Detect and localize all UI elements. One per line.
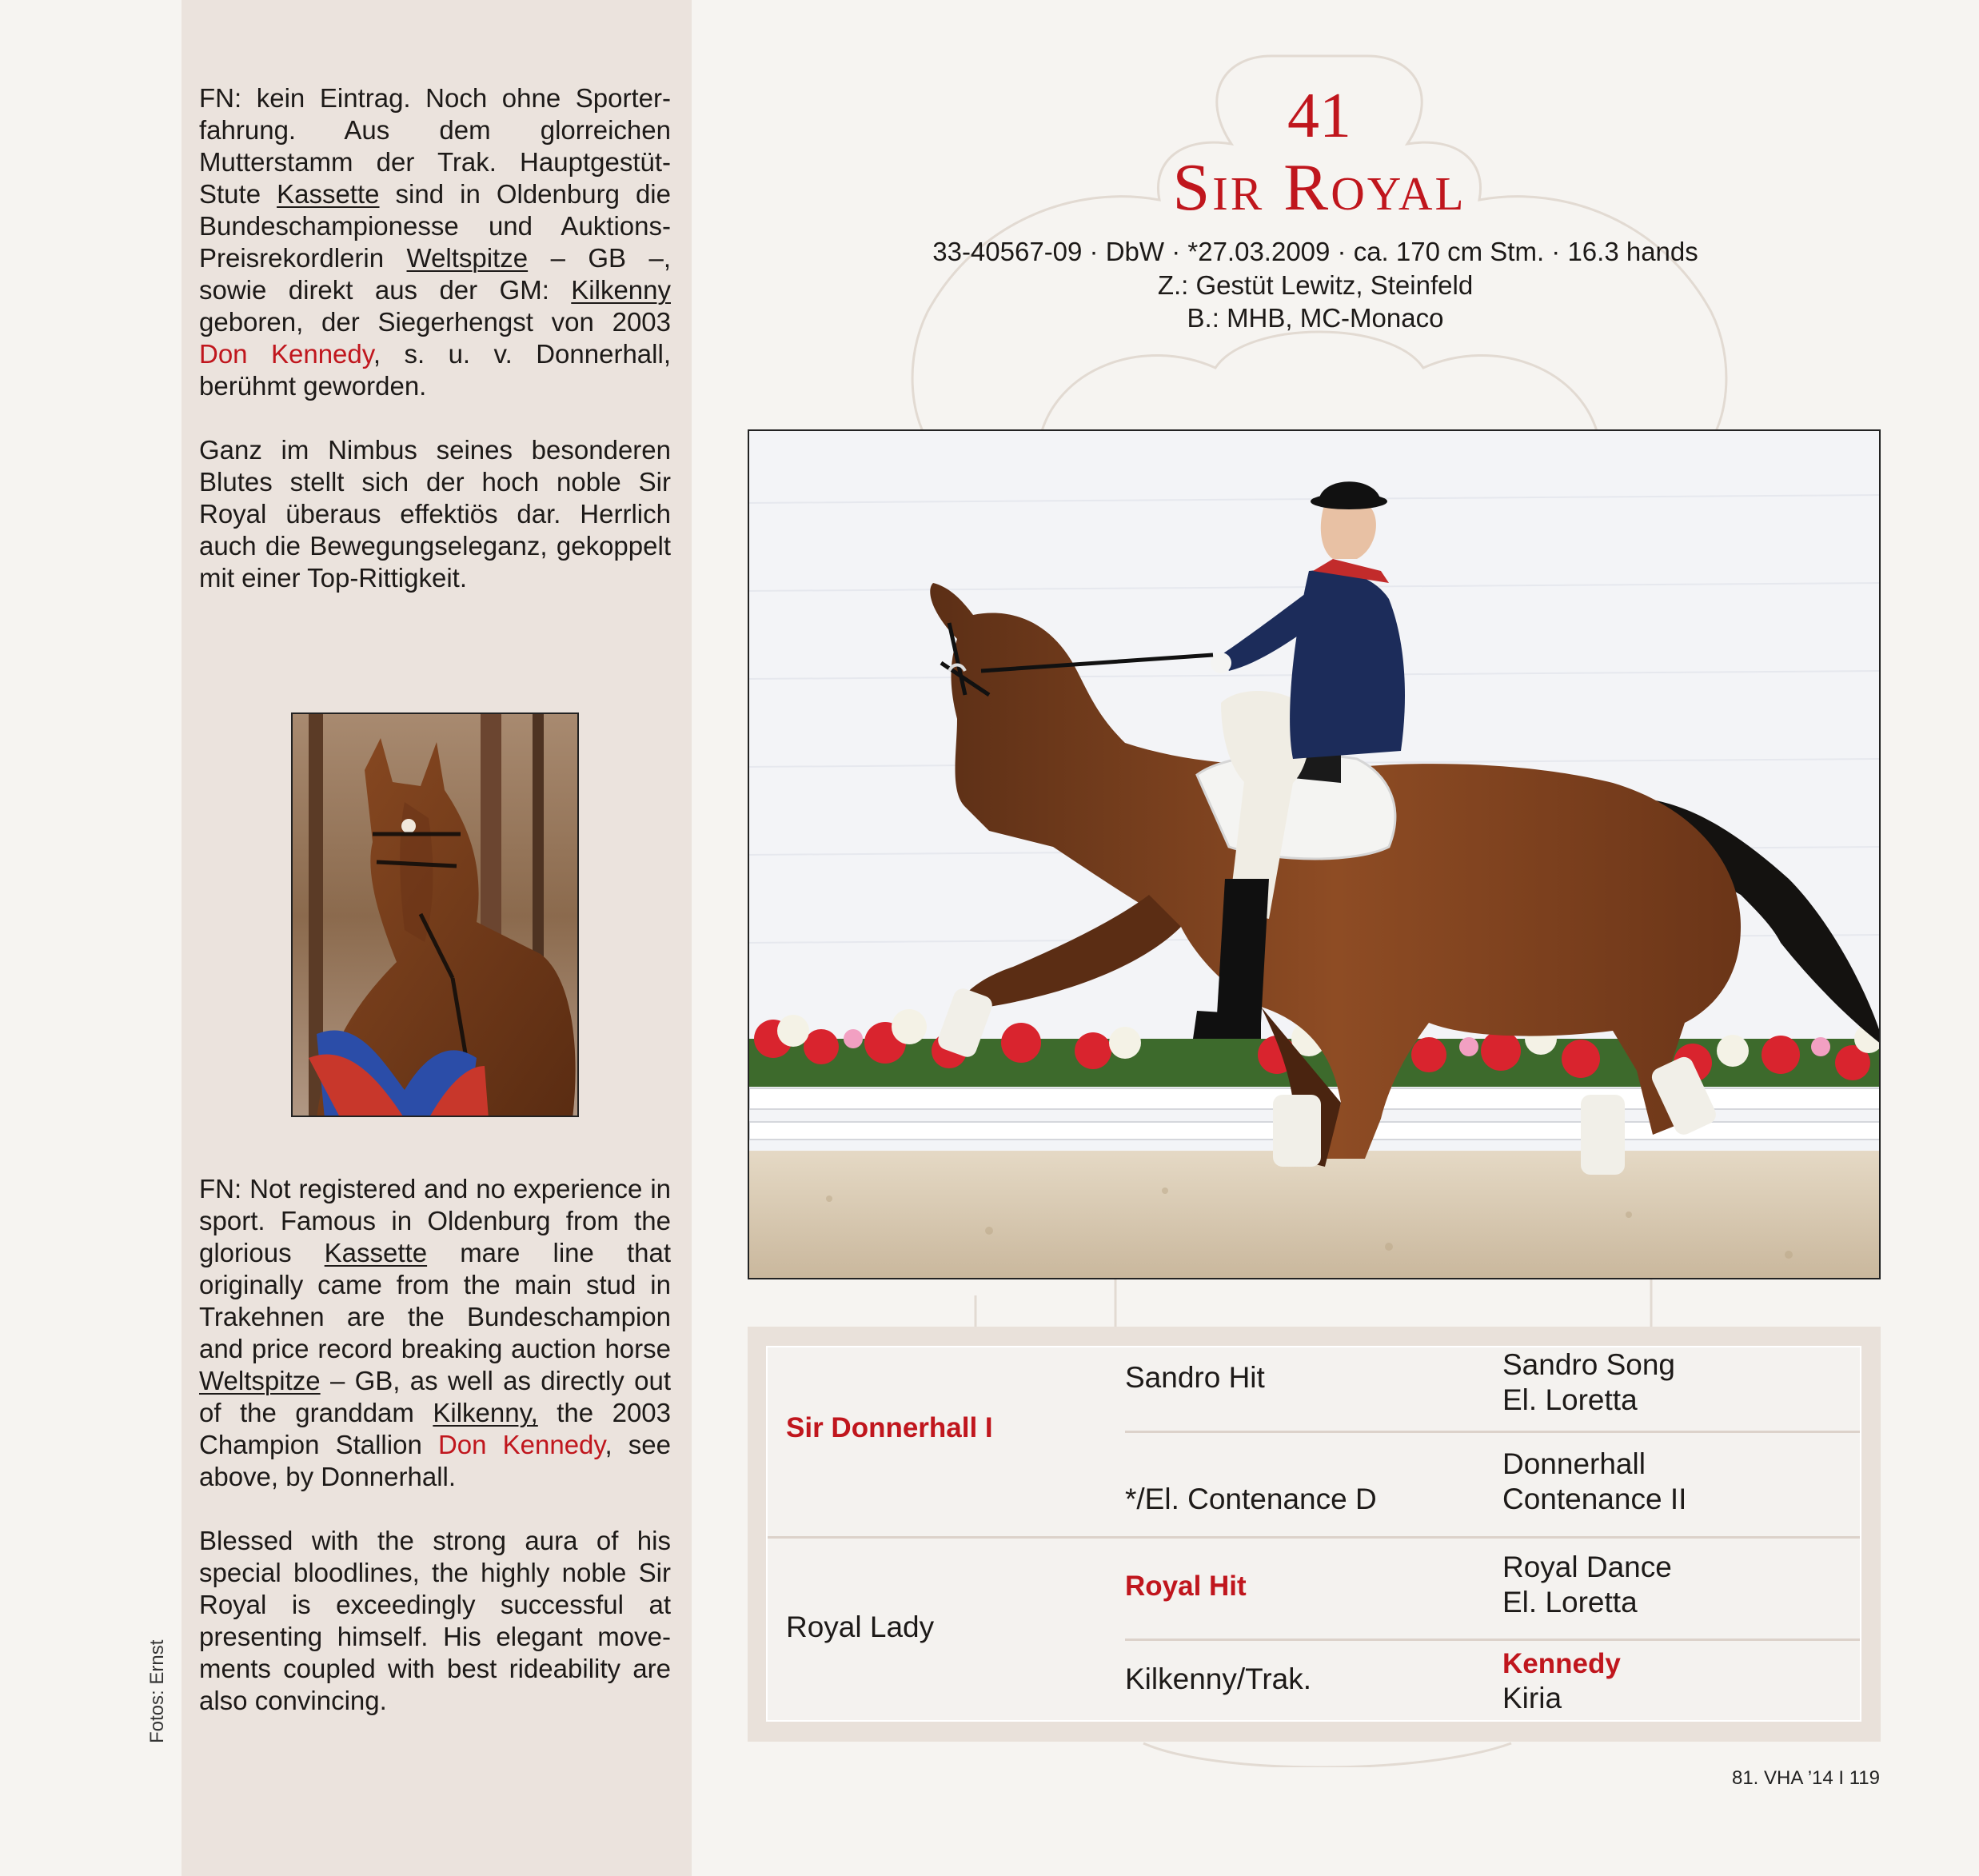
pedigree-table	[766, 1346, 1861, 1722]
link-kassette: Kassette	[277, 179, 380, 209]
pedigree-sire-dam: */El. Contenance D	[1125, 1483, 1377, 1515]
horse-portrait-illustration	[293, 714, 579, 1117]
text-run: , see above, by Donnerhall.	[199, 1430, 671, 1491]
pedigree-dam-sire: Royal Hit	[1125, 1571, 1247, 1602]
pedigree-sd-sire: Donnerhall	[1502, 1447, 1646, 1480]
german-paragraph-2: Ganz im Nimbus seines besonderen Blutes stellt sich der hoch noble Sir Royal überaus effektiös dar. Herrlich auch die Bewegungseleganz, gekoppelt mit einer Top-Rittigkeit.	[199, 435, 671, 593]
pedigree-ss-dam: El. Loretta	[1502, 1383, 1638, 1416]
pedigree-sire: Sir Donnerhall I	[786, 1412, 993, 1443]
link-kassette: Kassette	[324, 1238, 428, 1267]
text-run: – GB, as well as directly out of the granddam	[199, 1366, 671, 1427]
german-description	[199, 82, 671, 594]
owner-line: B.: MHB, MC-Monaco	[1187, 303, 1444, 333]
pedigree-ss-sire: Sandro Song	[1502, 1348, 1676, 1381]
pedigree-divider	[1125, 1639, 1860, 1641]
highlight-don-kennedy: Don Kennedy	[199, 339, 373, 369]
english-paragraph-1	[199, 1173, 671, 1493]
german-paragraph-1	[199, 82, 671, 402]
main-horse-photo	[748, 429, 1881, 1279]
text-run: FN: kein Eintrag. Noch ohne Sporterfahrung. Aus dem glorreichen Mutterstamm der Trak. Hauptgestüt-Stute	[199, 83, 671, 209]
pedigree-ds-dam: El. Loretta	[1502, 1586, 1638, 1619]
pedigree-dam: Royal Lady	[786, 1611, 935, 1643]
text-run: sind in Oldenburg die Bundeschampionesse und Auktions-Preisrekordlerin	[199, 179, 671, 273]
highlight-don-kennedy: Don Kennedy	[437, 1430, 605, 1459]
link-kilkenny: Kilkenny,	[433, 1398, 538, 1427]
horse-name: Sir Royal	[1172, 150, 1466, 225]
text-run: the 2003 Champion Stallion	[199, 1398, 672, 1459]
page-footer: 81. VHA ’14 I 119	[1731, 1767, 1880, 1789]
pedigree-dd-dam: Kiria	[1502, 1682, 1562, 1714]
link-weltspitze: Weltspitze	[406, 243, 529, 273]
breeder-line: Z.: Gestüt Lewitz, Steinfeld	[1157, 270, 1474, 300]
dressage-illustration	[749, 431, 1881, 1279]
english-description	[199, 1173, 671, 1717]
photo-credit: Fotos: Ernst	[146, 1639, 168, 1743]
link-kilkenny: Kilkenny	[571, 275, 671, 305]
text-run: FN: Not registered and no experience in sport. Famous in Oldenburg from the glorious	[199, 1174, 671, 1267]
text-run: mare line that originally came from the main stud in Trakehnen are the Bundeschampion and price record breaking auction horse	[199, 1238, 671, 1363]
link-weltspitze: Weltspitze	[199, 1366, 321, 1395]
text-run: , s. u. v. Donnerhall, berühmt geworden.	[199, 339, 671, 401]
text-run: geboren, der Siegerhengst von 2003	[199, 307, 671, 337]
pedigree-dd-sire: Kennedy	[1502, 1648, 1621, 1679]
pedigree-sd-dam: Contenance II	[1502, 1483, 1687, 1515]
pedigree-sire-sire: Sandro Hit	[1125, 1361, 1265, 1394]
pedigree-ds-sire: Royal Dance	[1502, 1551, 1672, 1583]
lot-number: 41	[1287, 81, 1351, 151]
pedigree-dam-dam: Kilkenny/Trak.	[1125, 1662, 1312, 1695]
text-run: – GB –, sowie direkt aus der GM:	[199, 243, 671, 305]
horse-portrait-photo	[291, 712, 579, 1117]
horse-details: 33-40567-09 · DbW · *27.03.2009 · ca. 170 cm Stm. · 16.3 hands	[932, 237, 1698, 266]
pedigree-divider	[768, 1536, 1860, 1539]
pedigree-divider	[1125, 1431, 1860, 1433]
english-paragraph-2: Blessed with the strong aura of his special bloodlines, the highly noble Sir Royal is exceedingly successful at presenting himself. His elegant movements coupled with best rideability are also convincing.	[199, 1526, 671, 1715]
